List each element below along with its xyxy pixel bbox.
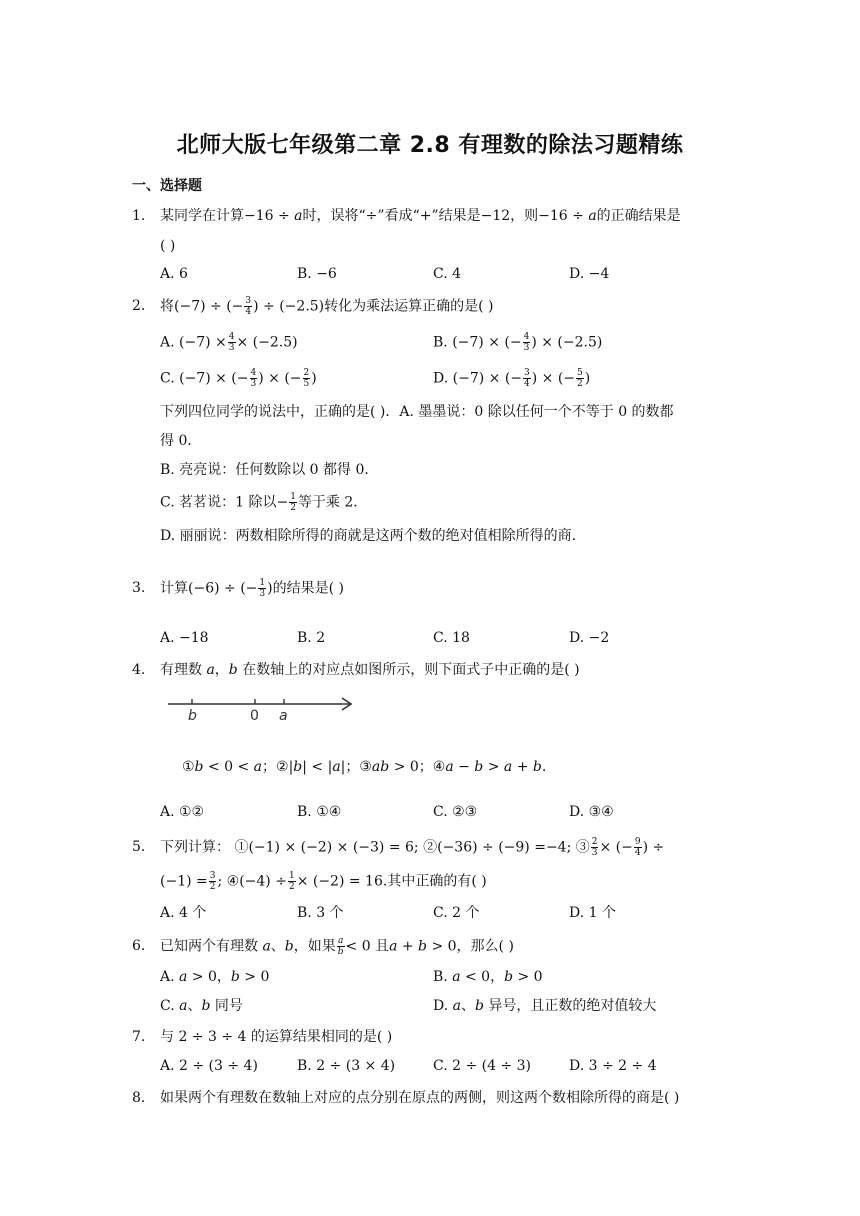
fraction: $\frac{3}{4}$ [245, 296, 252, 317]
question-opinions-option-c: C. 茗茗说：1 除以− $\frac{1}{2}$ 等于乘 2． [160, 492, 368, 513]
question-4-statements: ①𝑏 < 0 < 𝑎；②|𝑏| < |𝑎|；③𝑎𝑏 > 0；④𝑎 − 𝑏 > 𝑎 + 𝑏. [182, 759, 547, 775]
question-5-option-b: B. 3 个 [297, 905, 344, 921]
question-3-option-b: B. 2 [297, 630, 326, 646]
stem-text: 将(−7) ÷ (− [160, 298, 244, 315]
question-3-option-a: A. −18 [160, 630, 209, 646]
question-5-option-a: A. 4 个 [160, 905, 207, 921]
question-1-option-d: D. −4 [569, 266, 610, 282]
question-3-stem: 计算(−6) ÷ (− $\frac{1}{3}$ )的结果是( ) [160, 578, 344, 599]
question-3-number: 3. [132, 580, 146, 596]
stem-text: ) ÷ (−2.5)转化为乘法运算正确的是( ) [253, 298, 494, 315]
question-3-option-d: D. −2 [569, 630, 610, 646]
question-6-option-b: B. 𝑎 < 0，𝑏 > 0 [433, 969, 543, 985]
question-6-option-a: A. 𝑎 > 0，𝑏 > 0 [160, 969, 270, 985]
question-2-option-a: A. (−7) × $\frac{4}{3}$ × (−2.5) [160, 332, 298, 353]
question-7-number: 7. [132, 1029, 146, 1045]
question-8-stem: 如果两个有理数在数轴上对应的点分别在原点的两侧，则这两个数相除所得的商是( ) [160, 1090, 680, 1106]
question-7-option-b: B. 2 ÷ (3 × 4) [297, 1058, 396, 1074]
question-1-option-a: A. 6 [160, 266, 188, 282]
question-5-stem: 下列计算： ①(−1) × (−2) × (−3) = 6; ②(−36) ÷ (−9) =−4; ③ $\frac{2}{3}$ × (− $\frac{9}{4}$ ) ÷ [160, 837, 665, 858]
question-1-number: 1. [132, 208, 146, 224]
question-5-stem-cont: (−1) = $\frac{3}{2}$ ; ④(−4) ÷ $\frac{1}{2}$ × (−2) = 16.其中正确的有( ) [160, 871, 487, 892]
axis-label-b: b [188, 708, 197, 724]
section-heading: 一、选择题 [132, 178, 202, 194]
question-4-number: 4. [132, 662, 146, 678]
question-opinions-stem: 下列四位同学的说法中，正确的是( )．A. 墨墨说：0 除以任何一个不等于 0 的数都 [160, 404, 674, 420]
question-1-option-c: C. 4 [433, 266, 462, 282]
question-7-option-a: A. 2 ÷ (3 ÷ 4) [160, 1058, 258, 1074]
axis-label-a: a [279, 708, 288, 724]
question-1-stem: 某同学在计算−16 ÷ 𝑎时，误将“÷”看成“+”结果是−12，则−16 ÷ 𝑎的正确结果是 [160, 208, 681, 224]
question-6-option-d: D. 𝑎、𝑏 异号，且正数的绝对值较大 [433, 998, 657, 1014]
question-1-option-b: B. −6 [297, 266, 337, 282]
question-2-option-b: B. (−7) × (− $\frac{4}{3}$ ) × (−2.5) [433, 332, 603, 353]
question-4-option-d: D. ③④ [569, 804, 614, 820]
question-7-stem: 与 2 ÷ 3 ÷ 4 的运算结果相同的是( ) [160, 1029, 393, 1045]
question-1-stem-cont: ( ) [160, 238, 176, 254]
question-3-option-c: C. 18 [433, 630, 470, 646]
question-4-option-a: A. ①② [160, 804, 205, 820]
question-4-option-b: B. ①④ [297, 804, 342, 820]
question-2-option-c: C. (−7) × (− $\frac{4}{3}$ ) × (− $\frac{2}{5}$ ) [160, 368, 317, 389]
question-7-option-c: C. 2 ÷ (4 ÷ 3) [433, 1058, 532, 1074]
question-5-option-c: C. 2 个 [433, 905, 480, 921]
question-4-stem: 有理数 𝑎，𝑏 在数轴上的对应点如图所示，则下面式子中正确的是( ) [160, 662, 580, 678]
question-5-option-d: D. 1 个 [569, 905, 616, 921]
question-2-option-d: D. (−7) × (− $\frac{3}{4}$ ) × (− $\frac{5}{2}$ ) [433, 368, 591, 389]
question-2-stem [160, 296, 494, 317]
question-7-option-d: D. 3 ÷ 2 ÷ 4 [569, 1058, 657, 1074]
question-2-number: 2. [132, 298, 146, 314]
question-opinions-option-d: D. 丽丽说：两数相除所得的商就是这两个数的绝对值相除所得的商. [160, 528, 577, 544]
question-4-option-c: C. ②③ [433, 804, 478, 820]
axis-label-0: 0 [250, 708, 259, 724]
question-opinions-stem-cont: 得 0． [160, 433, 202, 449]
question-6-stem: 已知两个有理数 𝑎、𝑏，如果 $\frac{\text{𝑎}}{\text{𝑏}}$ < 0 且𝑎 + 𝑏 > 0，那么( ) [160, 936, 514, 957]
question-6-number: 6. [132, 938, 146, 954]
number-line-figure [166, 688, 356, 724]
question-6-option-c: C. 𝑎、𝑏 同号 [160, 998, 243, 1014]
question-8-number: 8. [132, 1090, 146, 1106]
question-opinions-option-b: B. 亮亮说：任何数除以 0 都得 0． [160, 462, 379, 478]
page-title: 北师大版七年级第二章 2.8 有理数的除法习题精练 [176, 133, 684, 158]
question-5-number: 5. [132, 839, 146, 855]
